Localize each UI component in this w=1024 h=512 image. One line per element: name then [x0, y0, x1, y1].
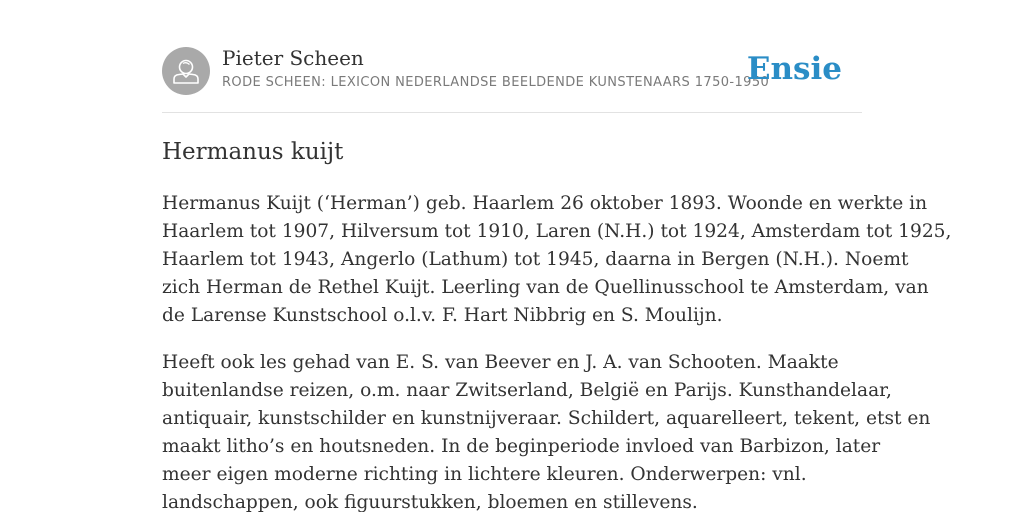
user-outline-icon	[162, 47, 210, 95]
paragraph-line: Heeft ook les gehad van E. S. van Beever en J. A. van Schooten. Maakte	[162, 352, 839, 373]
content-column	[162, 0, 952, 512]
paragraph-line: maakt litho’s en houtsneden. In de beginperiode invloed van Barbizon, later	[162, 436, 881, 457]
ensie-logo[interactable]: Ensie	[746, 51, 842, 87]
article-paragraph-2	[162, 349, 931, 512]
paragraph-line: meer eigen moderne richting in lichtere kleuren. Onderwerpen: vnl.	[162, 464, 807, 485]
paragraph-line: buitenlandse reizen, o.m. naar Zwitserland, België en Parijs. Kunsthandelaar,	[162, 380, 892, 401]
paragraph-line: landschappen, ook figuurstukken, bloemen en stillevens.	[162, 492, 698, 512]
source-title[interactable]: RODE SCHEEN: LEXICON NEDERLANDSE BEELDENDE KUNSTENAARS 1750-1950	[222, 75, 770, 90]
paragraph-line: Haarlem tot 1943, Angerlo (Lathum) tot 1945, daarna in Bergen (N.H.). Noemt	[162, 249, 909, 270]
paragraph-line: Haarlem tot 1907, Hilversum tot 1910, Laren (N.H.) tot 1924, Amsterdam tot 1925,	[162, 221, 952, 242]
paragraph-line: Hermanus Kuijt (‘Herman’) geb. Haarlem 26 oktober 1893. Woonde en werkte in	[162, 193, 928, 214]
article-header	[162, 0, 862, 113]
author-avatar[interactable]	[162, 47, 210, 95]
article-paragraph-1	[162, 190, 952, 330]
paragraph-line: zich Herman de Rethel Kuijt. Leerling van de Quellinusschool te Amsterdam, van	[162, 277, 929, 298]
author-name[interactable]: Pieter Scheen	[222, 46, 364, 70]
paragraph-line: de Larense Kunstschool o.l.v. F. Hart Nibbrig en S. Moulijn.	[162, 305, 723, 326]
article-title: Hermanus kuijt	[162, 139, 344, 165]
paragraph-line: antiquair, kunstschilder en kunstnijveraar. Schildert, aquarelleert, tekent, etst en	[162, 408, 931, 429]
